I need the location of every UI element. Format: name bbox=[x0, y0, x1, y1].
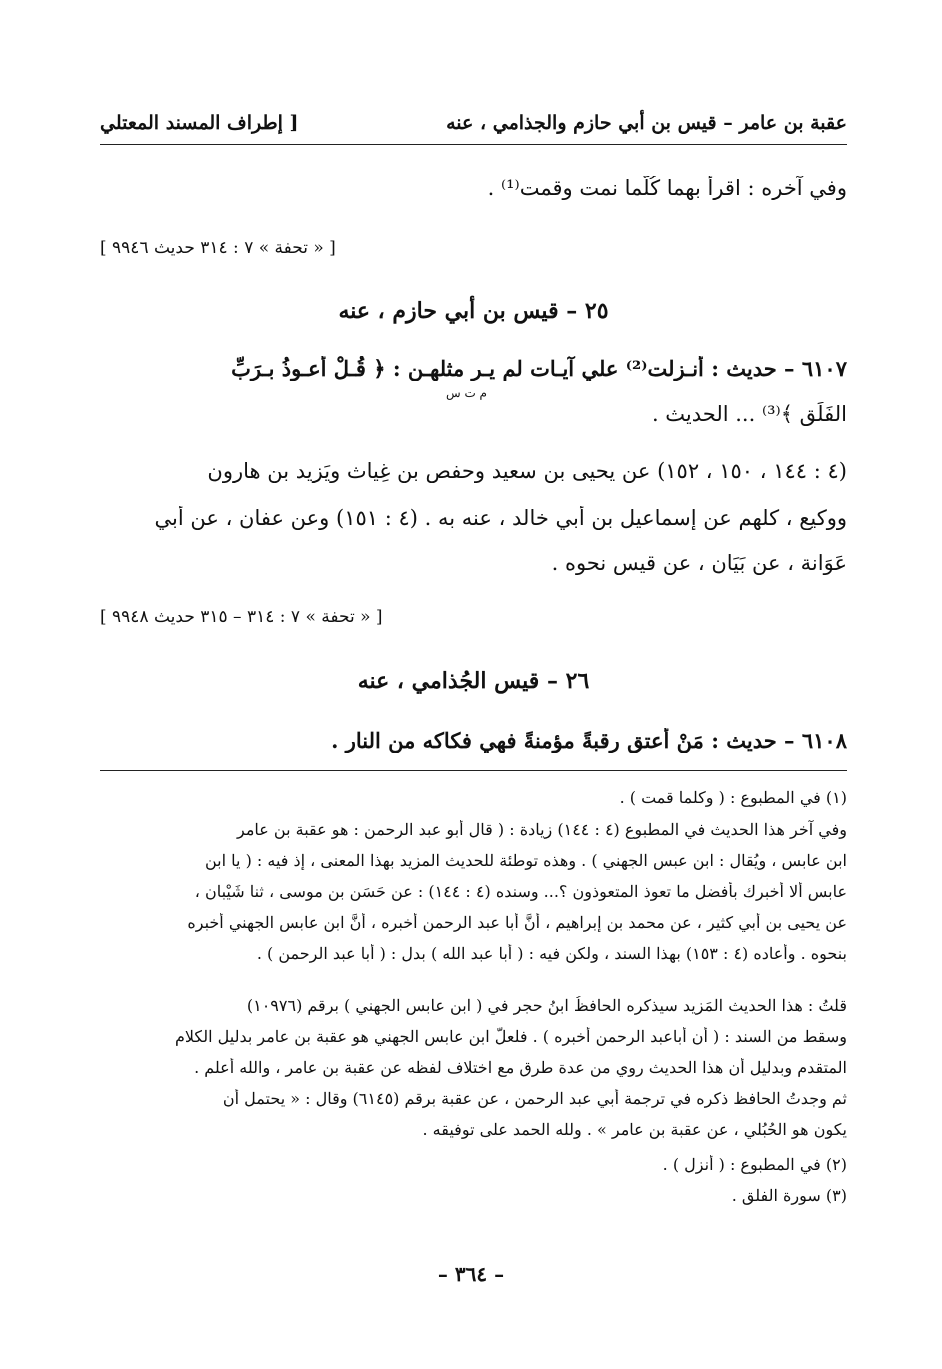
footnote-line: قلتُ : هذا الحديث المَزِيد سيذكره الحافظُ ابنُ حجر في ( ابن عابس الجهني ) برقم (١٠٩٧٦) bbox=[246, 996, 847, 1015]
footnote-line: وفي آخر هذا الحديث في المطبوع (٤ : ١٤٤) زيادة : ( قال أبو عبد الرحمن : هو عقبة بن عامر bbox=[236, 820, 847, 839]
footnote-line: (٣) سورة الفلق . bbox=[731, 1186, 847, 1205]
tuhfa-reference: [ « تحفة » ٧ : ٣١٤ حديث ٩٩٤٦ ] bbox=[100, 238, 336, 258]
text-line: وفي آخره : اقرأْ بهما كُلّما نمت وقمت⁽¹⁾ . bbox=[487, 176, 847, 200]
footnote-line: المتقدم وبدليل أن هذا الحديث روي من عدة طرق مع اختلاف لفظه عن عقبة بن عامر ، والله أعلم . bbox=[194, 1058, 847, 1077]
text-line: (٤ : ١٤٤ ، ١٥٠ ، ١٥٢) عن يحيى بن سعيد وحفص بن غِياث ويَزِيد بن هارون bbox=[207, 459, 847, 483]
footnote-line: ابن عابس ، ويُقال : ابن عبس الجهني ) . وهذه توطئة للحديث المزيد بهذا المعنى ، إذ فيه : ( يا ابن bbox=[204, 851, 847, 870]
hadith-line: ٦١٠٨ – حديث : مَنْ أعتق رقبةً مؤمنةً فهي فكاكه من النار . bbox=[331, 728, 847, 753]
hadith-line: الفَلَقِ ﴾⁽³⁾ ... الحديث . bbox=[651, 402, 847, 426]
footnote-line: ثم وجدتُ الحافظ ذكره في ترجمة أبي عبد الرحمن ، عن عقبة برقم (٦١٤٥) وقال : « يحتمل أن bbox=[222, 1089, 847, 1108]
text-line: ووكيع ، كلهم عن إسماعيل بن أبي خالد ، عنه به . (٤ : ١٥١) وعن عفان ، عن أبي bbox=[154, 506, 847, 530]
footnote-line: بنحوه . وأعاده (٤ : ١٥٣) بهذا السند ، ولكن فيه : ( أبا عبد الله ) بدل : ( أبا عبد الرحمن ) . bbox=[256, 944, 847, 963]
hadith-source-marks: م ت س bbox=[445, 386, 487, 400]
hadith-line: ٦١٠٧ – حديث : أنـزلت⁽²⁾ علي آيـات لم يـر مثلهـن : ﴿ قُـلْ أعـوذُ بـرَبِّ bbox=[231, 356, 847, 381]
tuhfa-reference: [ « تحفة » ٧ : ٣١٤ – ٣١٥ حديث ٩٩٤٨ ] bbox=[100, 607, 383, 627]
footnote-line: عابس ألا أُخبرك بأفضل ما تعوذ المتعوذون ؟... وسنده (٤ : ١٤٤) : عن حَسَن بن موسى ، ثنا شَيْبان ، bbox=[194, 882, 847, 901]
header-section-title: عقبة بن عامر – قيس بن أبي حازم والجذامي ، عنه bbox=[446, 112, 847, 134]
text-line: عَوَانة ، عن بَيَان ، عن قيس نحوه . bbox=[551, 551, 847, 575]
header-book-title: [ إطراف المسند المعتلي bbox=[100, 112, 299, 134]
page-number: – ٣٦٤ – bbox=[437, 1262, 505, 1286]
footnote-separator bbox=[100, 770, 847, 771]
footnote-line: وسقط من السند : ( أن أباعبد الرحمن أخبره ) . فلعلّ ابن عابس الجهني هو عقبة بن عامر بدليل الكلام bbox=[174, 1027, 847, 1046]
footnote-line: (٢) في المطبوع : ( أُنزل ) . bbox=[662, 1155, 847, 1174]
section-heading: ٢٦ – قيس الجُذامي ، عنه bbox=[357, 668, 590, 694]
footnote-line: (١) في المطبوع : ( وكلما قمت ) . bbox=[619, 788, 847, 807]
running-header bbox=[100, 108, 847, 145]
footnote-line: يكون هو الحُبُلي ، عن عقبة بن عامر » . ولله الحمد على توفيقه . bbox=[422, 1120, 847, 1139]
footnote-line: عن يحيى بن أبي كثير ، عن محمد بن إبراهيم ، أنَّ أبا عبد الرحمن أخبره ، أنَّ ابن عابس الجهني أخبره bbox=[187, 913, 847, 932]
section-heading: ٢٥ – قيس بن أبي حازم ، عنه bbox=[338, 298, 609, 324]
